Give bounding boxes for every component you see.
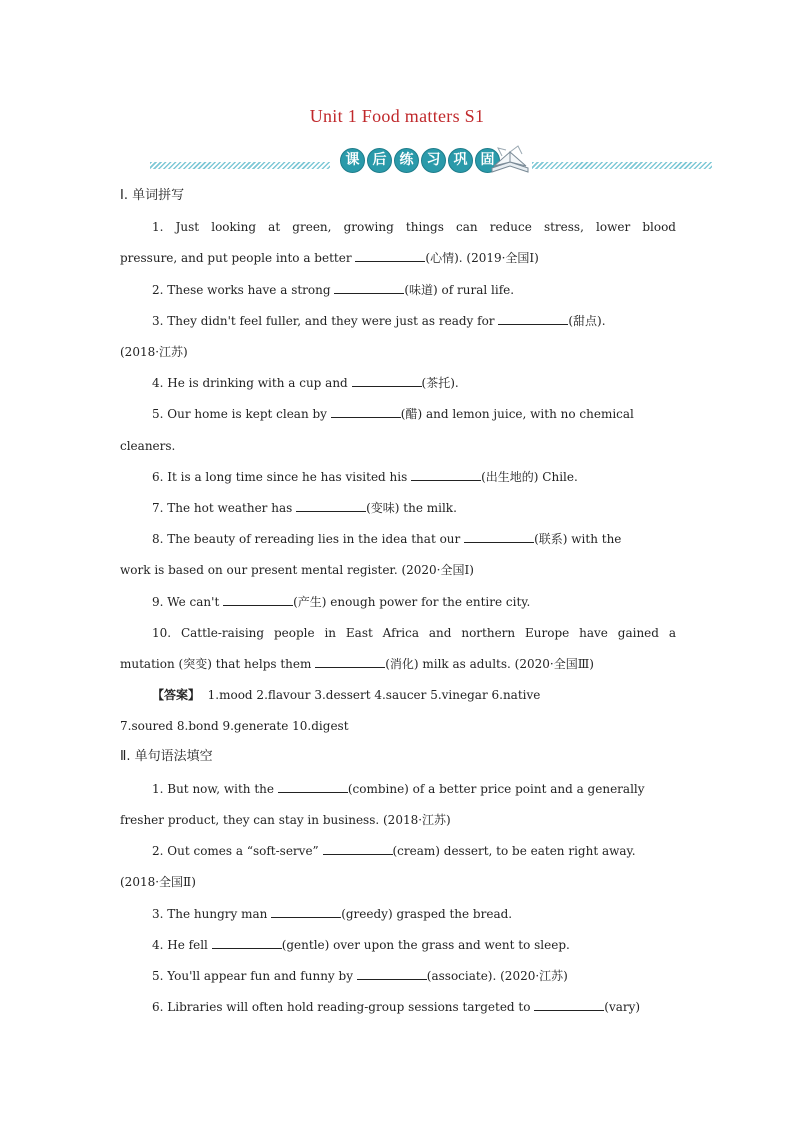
banner-char: 巩 <box>448 148 473 173</box>
answer-blank <box>331 406 401 418</box>
question-line: 1. Just looking at green, growing things can reduce stress, lower blood <box>152 220 676 234</box>
question-line: 2. These works have a strong (味道) of rural life. <box>152 283 515 297</box>
banner-badges <box>340 148 500 173</box>
question-line: 10. Cattle-raising people in East Africa and northern Europe have gained a <box>152 626 676 640</box>
banner-char: 课 <box>340 148 365 173</box>
question-line: 5. Our home is kept clean by (醋) and lemon juice, with no chemical <box>152 407 634 421</box>
answer-label: 【答案】 <box>152 688 201 702</box>
page-title: Unit 1 Food matters S1 <box>309 106 485 126</box>
answer-blank <box>355 250 425 262</box>
question-line: 1. But now, with the (combine) of a better price point and a generally <box>152 782 645 796</box>
question-line: 6. Libraries will often hold reading-group sessions targeted to (vary) <box>152 1000 641 1014</box>
section-heading: Ⅱ. 单句语法填空 <box>120 749 213 764</box>
answer-blank <box>212 937 282 949</box>
question-line: 3. The hungry man (greedy) grasped the bread. <box>152 907 513 921</box>
question-line: 3. They didn't feel fuller, and they were just as ready for (甜点). <box>152 314 606 328</box>
question-line: 6. It is a long time since he has visited his (出生地的) Chile. <box>152 470 578 484</box>
answer-blank <box>296 500 366 512</box>
answer-blank <box>357 968 427 980</box>
question-line: 2. Out comes a “soft-serve” (cream) dessert, to be eaten right away. <box>152 844 636 858</box>
question-line: 9. We can't (产生) enough power for the entire city. <box>152 595 531 609</box>
question-line: 7. The hot weather has (变味) the milk. <box>152 501 457 515</box>
question-line: 4. He is drinking with a cup and (茶托). <box>152 376 459 390</box>
question-line: fresher product, they can stay in business. (2018·江苏) <box>120 813 451 827</box>
answer-blank <box>352 375 422 387</box>
banner-hatch-left <box>150 162 330 169</box>
question-line: (2018·全国Ⅱ) <box>120 875 196 889</box>
question-line: 5. You'll appear fun and funny by (associate). (2020·江苏) <box>152 969 568 983</box>
question-line: 8. The beauty of rereading lies in the idea that our (联系) with the <box>152 532 622 546</box>
question-line: mutation (突变) that helps them (消化) milk as adults. (2020·全国Ⅲ) <box>120 657 594 671</box>
answer-key: 7.soured 8.bond 9.generate 10.digest <box>120 719 349 733</box>
question-line: work is based on our present mental register. (2020·全国Ⅰ) <box>120 563 474 577</box>
question-line: cleaners. <box>120 439 176 453</box>
banner-hatch-right <box>532 162 712 169</box>
answer-blank <box>334 282 404 294</box>
question-line: 4. He fell (gentle) over upon the grass and went to sleep. <box>152 938 570 952</box>
answer-blank <box>315 656 385 668</box>
answer-blank <box>464 531 534 543</box>
banner-char: 后 <box>367 148 392 173</box>
answer-blank <box>271 906 341 918</box>
answer-blank <box>534 999 604 1011</box>
answer-blank <box>278 781 348 793</box>
answer-blank <box>323 843 393 855</box>
answer-blank <box>411 469 481 481</box>
question-line: (2018·江苏) <box>120 345 188 359</box>
book-icon <box>488 144 532 176</box>
section-heading: Ⅰ. 单词拼写 <box>120 188 185 203</box>
section-banner <box>150 148 712 178</box>
answer-key: 【答案】 1.mood 2.flavour 3.dessert 4.saucer 5.vinegar 6.native <box>152 688 541 702</box>
banner-char: 固 <box>475 148 500 173</box>
banner-char: 练 <box>394 148 419 173</box>
answer-blank <box>223 594 293 606</box>
banner-char: 习 <box>421 148 446 173</box>
answer-blank <box>498 313 568 325</box>
question-line: pressure, and put people into a better (心情). (2019·全国Ⅰ) <box>120 251 539 265</box>
